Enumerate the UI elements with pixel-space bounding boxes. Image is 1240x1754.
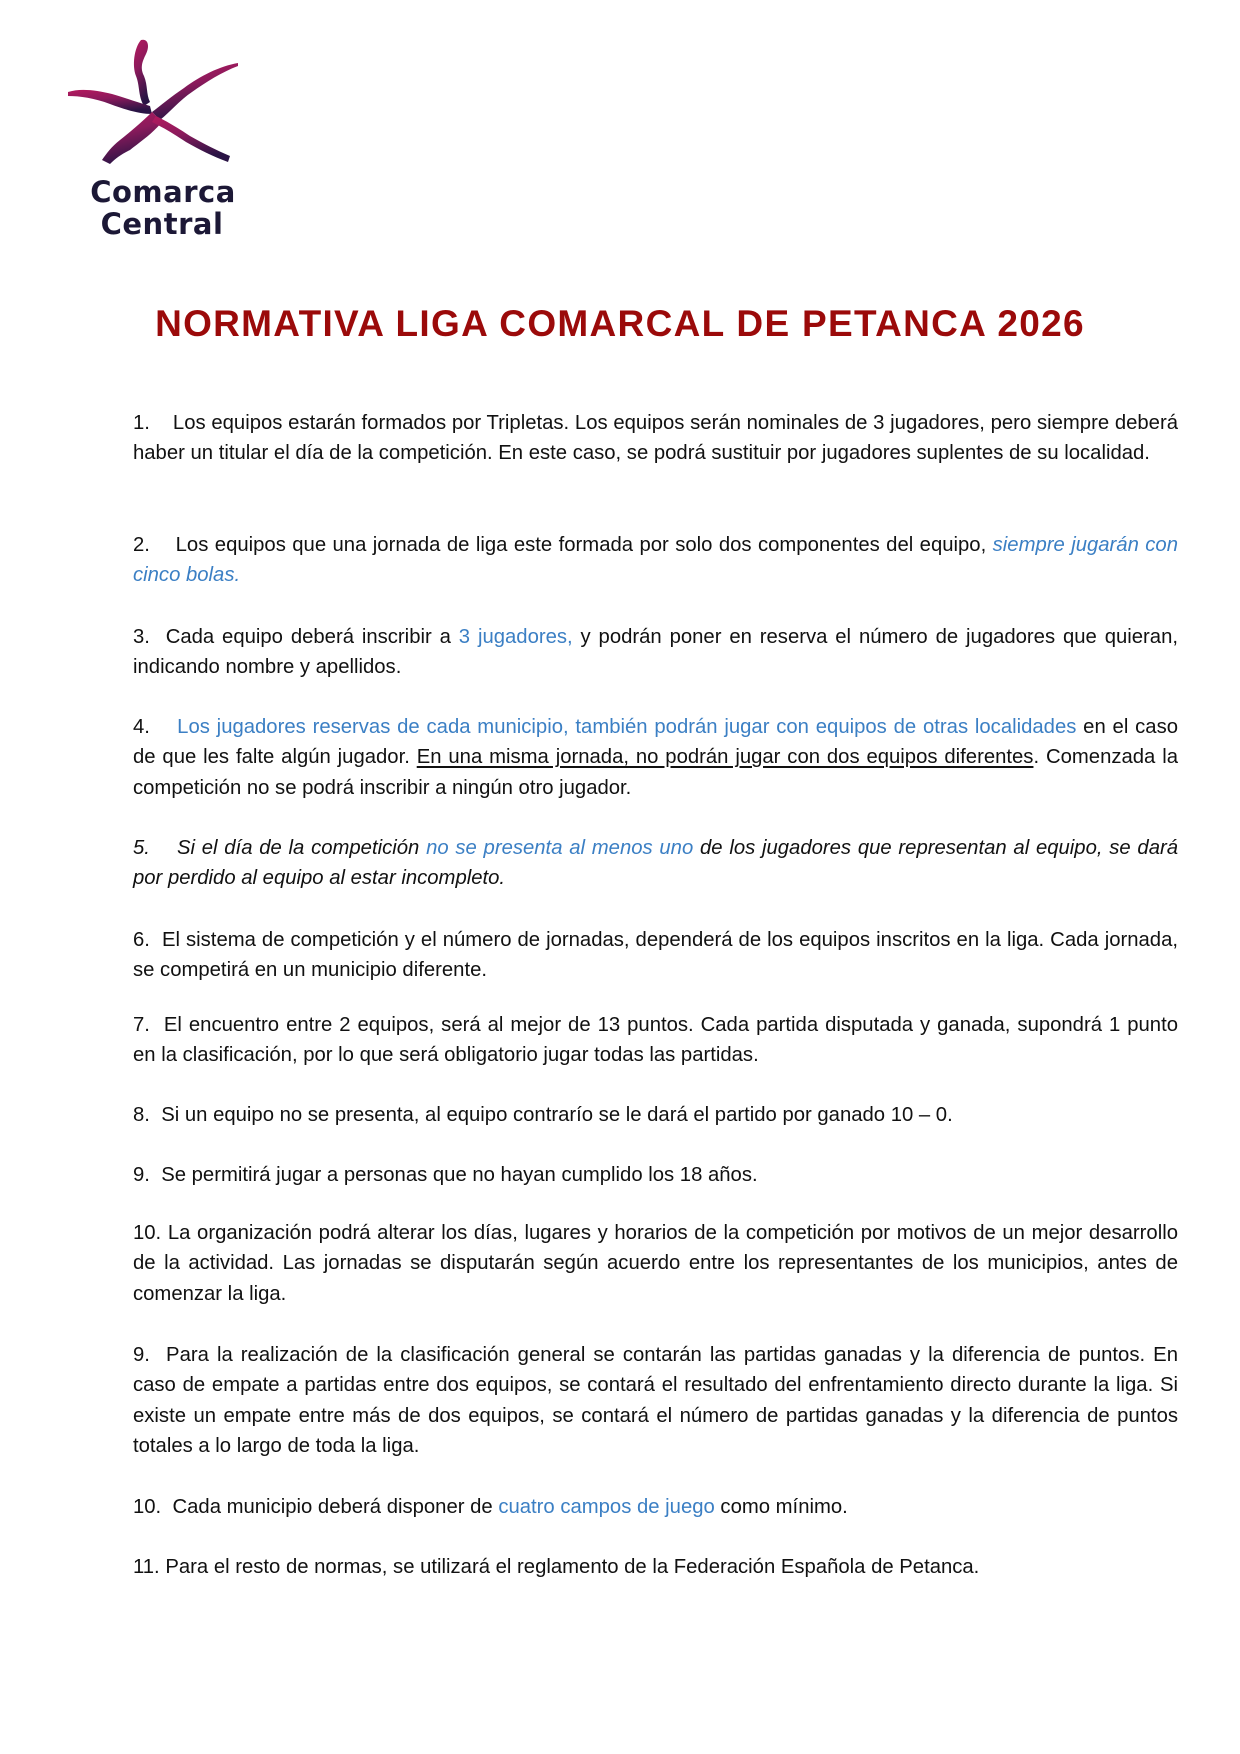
rule-number: 1. <box>133 412 150 434</box>
rule-text-segment: siempre jugarán con cinco bolas. <box>133 534 1178 587</box>
rule-number: 7. <box>133 1014 150 1036</box>
rule-number: 4. <box>133 716 150 738</box>
rule-text-segment: Se permitirá jugar a personas que no hayan cumplido los 18 años. <box>161 1164 758 1186</box>
rule-text-segment: 3 jugadores, <box>458 626 573 648</box>
rule-item <box>133 1100 1178 1130</box>
rule-item <box>133 1218 1178 1309</box>
rule-text-segment: como mínimo. <box>714 1496 848 1518</box>
rule-text-segment: no se presenta al menos uno <box>426 837 694 859</box>
rule-text-segment: Para la realización de la clasificación general se contarán las partidas ganadas y la diferencia de puntos. En caso de empate a partidas entre dos equipos, se contará el resultado del enfrentamiento directo durante la liga. Si existe un empate entre más de dos equipos, se contará el número de partidas ganadas y la diferencia de puntos totales a lo largo de toda la liga. <box>133 1344 1178 1457</box>
page-title: NORMATIVA LIGA COMARCAL DE PETANCA 2026 <box>155 303 1085 344</box>
rule-text-segment: cuatro campos de juego <box>498 1496 715 1518</box>
rule-item <box>133 622 1178 683</box>
rule-number: 10. <box>133 1222 162 1244</box>
rule-text-segment: en el caso de que les falte algún jugador. <box>133 716 1178 769</box>
rule-text-segment: . Comenzada la competición no se podrá inscribir a ningún otro jugador. <box>133 746 1178 799</box>
rule-number: 3. <box>133 626 150 648</box>
rule-number: 6. <box>133 929 150 951</box>
rule-text-segment: Si un equipo no se presenta, al equipo contrarío se le dará el partido por ganado 10 – 0. <box>161 1104 953 1126</box>
rule-number: 11. <box>133 1556 160 1578</box>
rule-number: 9. <box>133 1164 150 1186</box>
rule-item <box>133 925 1178 986</box>
comarca-central-logo <box>60 36 270 251</box>
rule-text-segment: Los equipos estarán formados por Tripletas. Los equipos serán nominales de 3 jugadores, pero siempre deberá haber un titular el día de la competición. En este caso, se podrá sustituir por jugadores suplentes de su localidad. <box>133 412 1178 465</box>
rule-text-segment: Cada equipo deberá inscribir a <box>165 626 459 648</box>
rule-item <box>133 1340 1178 1461</box>
logo-text-line1: Comarca <box>90 175 236 209</box>
rule-number: 10. <box>133 1496 162 1518</box>
rule-text-segment: Los equipos que una jornada de liga este formada por solo dos componentes del equipo, <box>175 534 993 556</box>
logo-text-line2: Central <box>100 207 224 241</box>
rule-text-segment: La organización podrá alterar los días, lugares y horarios de la competición por motivos de un mejor desarrollo de la actividad. Las jornadas se disputarán según acuerdo entre los representantes de los municipios, antes de comenzar la liga. <box>133 1222 1178 1305</box>
rule-item <box>133 1160 1178 1190</box>
rule-item <box>133 833 1178 894</box>
rule-text-segment: Los jugadores reservas de cada municipio, también podrán jugar con equipos de otras localidades <box>177 716 1077 738</box>
rule-number: 2. <box>133 534 150 556</box>
rule-number: 8. <box>133 1104 150 1126</box>
rule-text-segment: Si el día de la competición <box>176 837 427 859</box>
rule-item <box>133 1552 1178 1582</box>
rule-item <box>133 1492 1178 1522</box>
rule-text-segment: El encuentro entre 2 equipos, será al mejor de 13 puntos. Cada partida disputada y ganada, supondrá 1 punto en la clasificación, por lo que será obligatorio jugar todas las partidas. <box>133 1014 1178 1067</box>
rule-item <box>133 408 1178 469</box>
rule-number: 9. <box>133 1344 150 1366</box>
rule-text-segment: y podrán poner en reserva el número de jugadores que quieran, indicando nombre y apellidos. <box>133 626 1178 679</box>
rule-text-segment: Cada municipio deberá disponer de <box>172 1496 499 1518</box>
rule-text-segment: Para el resto de normas, se utilizará el reglamento de la Federación Española de Petanca. <box>165 1556 980 1578</box>
rule-item <box>133 530 1178 591</box>
rule-number: 5. <box>133 837 150 859</box>
logo-mark-icon <box>60 36 270 176</box>
rule-text-segment: En una misma jornada, no podrán jugar con dos equipos diferentes <box>416 746 1034 769</box>
rule-text-segment: de los jugadores que representan al equipo, se dará por perdido al equipo al estar incompleto. <box>133 837 1179 890</box>
rule-item <box>133 1010 1178 1071</box>
rule-item <box>133 712 1178 803</box>
rule-text-segment: El sistema de competición y el número de jornadas, dependerá de los equipos inscritos en la liga. Cada jornada, se competirá en un municipio diferente. <box>133 929 1178 982</box>
